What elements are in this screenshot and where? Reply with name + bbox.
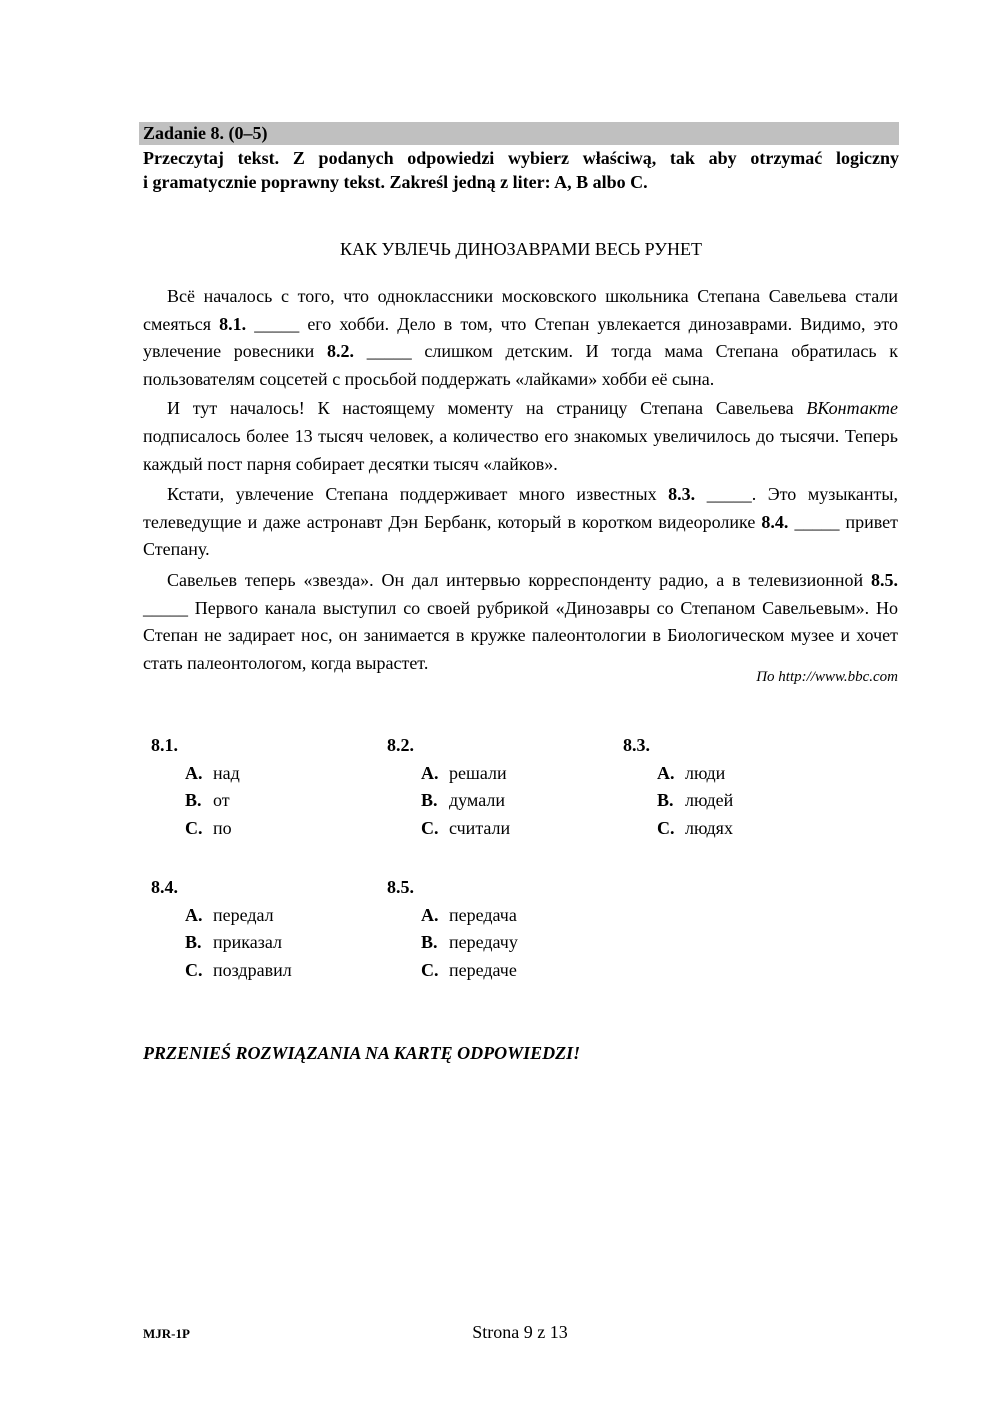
option-text: от xyxy=(213,790,230,811)
text-span: Всё началось с того, что одноклассники московского школьника Степана Савельева стали смеяться xyxy=(143,286,898,334)
question-8-5 xyxy=(387,874,518,984)
text-span: Савельев теперь «звезда». Он дал интервью корреспонденту радио, а в телевизионной xyxy=(167,569,871,590)
question-number: 8.2. xyxy=(387,735,414,755)
option-letter[interactable]: B. xyxy=(657,790,674,811)
option-c[interactable] xyxy=(387,815,510,843)
instruction-line-2: i gramatycznie poprawny tekst. Zakreśl jedną z liter: A, B albo C. xyxy=(143,172,648,192)
question-number: 8.1. xyxy=(151,735,178,755)
question-8-3 xyxy=(623,732,733,842)
task-instruction xyxy=(143,146,899,194)
option-a[interactable] xyxy=(387,902,518,930)
option-letter[interactable]: C. xyxy=(421,817,439,838)
option-letter[interactable]: C. xyxy=(185,817,203,838)
gap-8-2: 8.2. xyxy=(326,341,354,362)
option-text: передаче xyxy=(449,959,517,980)
option-b[interactable] xyxy=(387,929,518,957)
option-a[interactable] xyxy=(151,902,292,930)
option-text: люди xyxy=(685,762,726,783)
option-letter[interactable]: B. xyxy=(421,932,438,953)
option-letter[interactable]: B. xyxy=(421,790,438,811)
option-text: передача xyxy=(449,904,517,925)
vkontakte-italic: ВКонтакте xyxy=(806,398,898,419)
option-c[interactable] xyxy=(151,815,240,843)
gap-8-5: 8.5. xyxy=(871,569,898,590)
option-b[interactable] xyxy=(151,929,292,957)
text-span: И тут началось! К настоящему моменту на страницу Степана Савельева xyxy=(167,398,807,419)
option-text: передачу xyxy=(449,932,518,953)
gap-8-4: 8.4. xyxy=(761,511,789,532)
option-letter[interactable]: A. xyxy=(421,762,439,783)
option-text: решали xyxy=(449,762,507,783)
option-text: считали xyxy=(449,817,511,838)
text-span: _____ привет Степану. xyxy=(143,511,899,560)
gap-8-3: 8.3. xyxy=(668,484,696,505)
option-letter[interactable]: C. xyxy=(185,959,203,980)
option-text: людях xyxy=(685,817,733,838)
option-letter[interactable]: A. xyxy=(421,904,439,925)
option-text: поздравил xyxy=(213,959,292,980)
option-c[interactable] xyxy=(151,957,292,985)
exam-code: MJR-1P xyxy=(143,1326,190,1341)
task-header: Zadanie 8. (0–5) xyxy=(139,122,899,145)
article-source: По http://www.bbc.com xyxy=(756,669,898,685)
article-paragraph-3 xyxy=(143,481,898,564)
option-letter[interactable]: A. xyxy=(185,762,203,783)
option-letter[interactable]: B. xyxy=(185,790,202,811)
option-text: по xyxy=(213,817,232,838)
instruction-line-1: Przeczytaj tekst. Z podanych odpowiedzi wybierz właściwą, tak aby otrzymać logiczny xyxy=(143,148,899,168)
option-text: думали xyxy=(449,790,505,811)
article-text xyxy=(143,283,898,677)
option-text: передал xyxy=(213,904,274,925)
transfer-answers-note: PRZENIEŚ ROZWIĄZANIA NA KARTĘ ODPOWIEDZI! xyxy=(143,1043,581,1063)
option-letter[interactable]: A. xyxy=(657,762,675,783)
question-number: 8.3. xyxy=(623,735,650,755)
page-number: Strona 9 z 13 xyxy=(472,1322,568,1342)
option-a[interactable] xyxy=(623,760,733,788)
article-title: КАК УВЛЕЧЬ ДИНОЗАВРАМИ ВЕСЬ РУНЕТ xyxy=(340,239,702,259)
option-letter[interactable]: C. xyxy=(657,817,675,838)
text-span: _____ слишком детским. И тогда мама Степана обратилась к пользователям соцсетей с просьбой поддержать «лайками» хобби её сына. xyxy=(143,341,899,389)
gap-8-1: 8.1. xyxy=(219,313,247,334)
article-paragraph-2 xyxy=(143,395,898,478)
question-8-2 xyxy=(387,732,510,842)
option-letter[interactable]: B. xyxy=(185,932,202,953)
option-text: приказал xyxy=(213,932,282,953)
option-a[interactable] xyxy=(151,760,240,788)
option-text: людей xyxy=(685,790,734,811)
question-number: 8.5. xyxy=(387,877,414,897)
option-b[interactable] xyxy=(387,787,510,815)
question-number: 8.4. xyxy=(151,877,178,897)
option-letter[interactable]: C. xyxy=(421,959,439,980)
text-span: Кстати, увлечение Степана поддерживает много известных xyxy=(167,484,669,505)
text-span: подписалось более 13 тысяч человек, а количество его знакомых увеличилось до тысячи. Теперь каждый пост парня собирает десятки тысяч «лайков». xyxy=(143,425,898,474)
article-paragraph-4 xyxy=(143,567,898,677)
text-span: _____. Это музыканты, телеведущие и даже астронавт Дэн Бербанк, который в коротком видеоролике xyxy=(143,484,898,532)
option-letter[interactable]: A. xyxy=(185,904,203,925)
text-span: _____ Первого канала выступил со своей рубрикой «Динозавры со Степаном Савельевым». Но Степан не задирает нос, он занимается в кружке палеонтологии в Биологическом музее и хочет стать палеонтологом, когда вырастет. xyxy=(143,597,898,673)
option-b[interactable] xyxy=(151,787,240,815)
option-text: над xyxy=(213,762,240,783)
option-c[interactable] xyxy=(387,957,518,985)
article-paragraph-1 xyxy=(143,283,898,393)
text-span: _____ его хобби. Дело в том, что Степан увлекается динозаврами. Видимо, это увлечение ровесники xyxy=(143,313,898,362)
option-a[interactable] xyxy=(387,760,510,788)
option-b[interactable] xyxy=(623,787,733,815)
question-8-4 xyxy=(151,874,292,984)
question-8-1 xyxy=(151,732,240,842)
option-c[interactable] xyxy=(623,815,733,843)
